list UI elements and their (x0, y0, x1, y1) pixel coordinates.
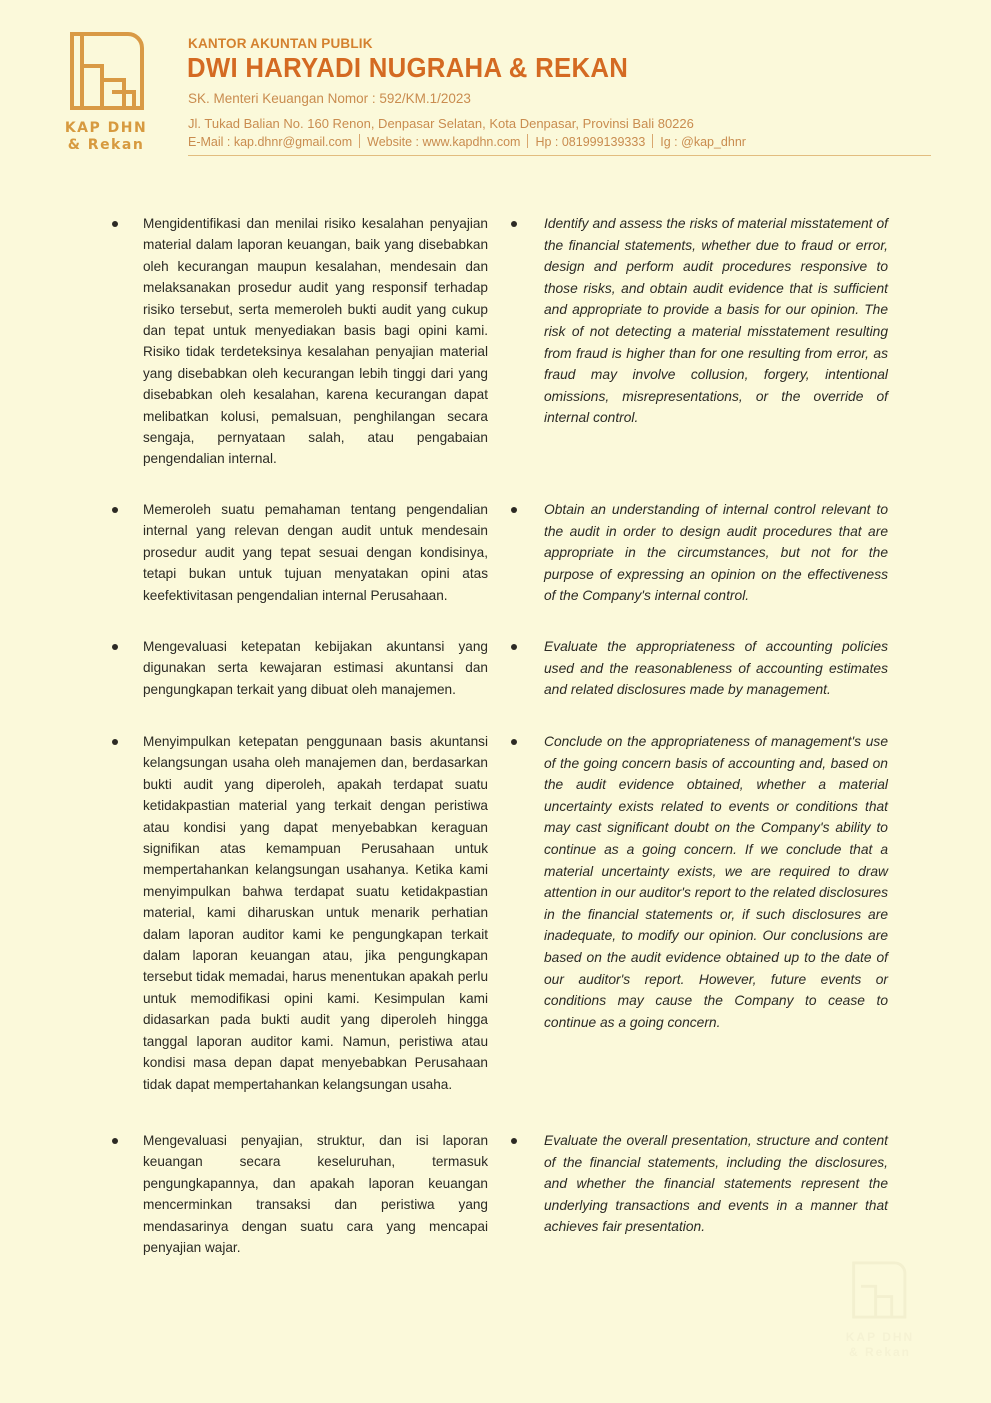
paragraph-english: Identify and assess the risks of material misstatement of the financial statements, whether due to fraud or error, design and perform audit procedures responsive to those risks, and obtain audit evidence that is sufficient and appropriate to provide a basis for our opinion. The risk of not detecting a material misstatement resulting from fraud is higher than for one resulting from error, as fraud may involve collusion, forgery, intentional omissions, misrepresentations, or the override of internal control. (544, 216, 888, 426)
paragraph-indonesian: Memeroleh suatu pemahaman tentang pengendalian internal yang relevan dengan audit untuk mendesain prosedur audit yang tepat sesuai dengan kondisinya, tetapi bukan untuk tujuan menyatakan opini atas keefektivitasan pengendalian internal Perusahaan. (143, 502, 488, 603)
bullet-icon (112, 221, 118, 227)
logo-text-line2: & Rekan (67, 137, 145, 153)
paragraph-english: Conclude on the appropriateness of management's use of the going concern basis of accounting and, based on the audit evidence obtained, whether a material uncertainty exists related to events or conditions that may cast significant doubt on the Company's ability to continue as a going concern. If we conclude that a material uncertainty exists, we are required to draw attention in our auditor's report to the related disclosures in the financial statements or, if such disclosures are inadequate, to modify our opinion. Our conclusions are based on the audit evidence obtained up to the date of our auditor's report. However, future events or conditions may cause the Company to cease to continue as a going concern. (544, 734, 888, 1030)
bullet-icon (112, 739, 118, 745)
divider (652, 134, 653, 148)
paragraph-indonesian: Menyimpulkan ketepatan penggunaan basis akuntansi kelangsungan usaha oleh manajemen dan, berdasarkan bukti audit yang diperoleh, apakah terdapat suatu ketidakpastian material yang terkait dengan peristiwa atau kondisi yang dapat menyebabkan keraguan signifikan atas kemampuan Perusahaan untuk mempertahankan kelangsungan usahanya. Ketika kami menyimpulkan bahwa terdapat suatu ketidakpastian material, kami diharuskan untuk menarik perhatian dalam laporan auditor kami ke pengungkapan terkait dalam laporan keuangan atau, jika pengungkapan tersebut tidak memadai, harus menentukan apakah perlu untuk memodifikasi opini kami. Kesimpulan kami didasarkan pada bukti audit yang diperoleh hingga tanggal laporan auditor kami. Namun, peristiwa atau kondisi masa depan dapat menyebabkan Perusahaan tidak dapat mempertahankan kelangsungan usaha. (143, 734, 488, 1092)
watermark-text-line1: KAP DHN (845, 1330, 915, 1344)
paragraph-indonesian: Mengevaluasi penyajian, struktur, dan isi laporan keuangan secara keseluruhan, termasuk pengungkapannya, dan apakah laporan keuangan mencerminkan transaksi dan peristiwa yang mendasarinya dengan suatu cara yang mencapai penyajian wajar. (143, 1133, 488, 1256)
bullet-icon (511, 739, 517, 745)
paragraph-english: Evaluate the overall presentation, structure and content of the financial statements, including the disclosures, and whether the financial statements represent the underlying transactions and events in a manner that achieves fair presentation. (544, 1133, 888, 1235)
paragraph-english: Evaluate the appropriateness of accounting policies used and the reasonableness of accounting estimates and related disclosures made by management. (544, 639, 888, 698)
contact-line (188, 134, 746, 149)
firm-address: Jl. Tukad Balian No. 160 Renon, Denpasar Selatan, Kota Denpasar, Provinsi Bali 80226 (188, 116, 694, 131)
bullet-icon (511, 221, 517, 227)
divider (359, 134, 360, 148)
bullet-icon (511, 644, 517, 650)
bullet-icon (511, 507, 517, 513)
paragraph-english: Obtain an understanding of internal control relevant to the audit in order to design audit procedures that are appropriate in the circumstances, but not for the purpose of expressing an opinion on the effectiveness of the Company's internal control. (544, 502, 888, 604)
building-logo-icon (68, 30, 148, 112)
license-number: SK. Menteri Keuangan Nomor : 592/KM.1/2023 (188, 91, 471, 106)
phone-number: Hp : 081999139333 (535, 135, 646, 149)
bullet-icon (112, 1138, 118, 1144)
watermark-text-line2: & Rekan (848, 1345, 912, 1359)
instagram-handle: Ig : @kap_dhnr (660, 135, 746, 149)
logo-text (60, 120, 152, 154)
bullet-icon (112, 644, 118, 650)
building-watermark-icon (845, 1260, 915, 1320)
paragraph-indonesian: Mengidentifikasi dan menilai risiko kesalahan penyajian material dalam laporan keuangan, baik yang disebabkan oleh kecurangan maupun kesalahan, mendesain dan melaksanakan prosedur audit yang responsif terhadap risiko tersebut, serta memeroleh bukti audit yang cukup dan tepat untuk menyediakan basis bagi opini kami. Risiko tidak terdeteksinya kesalahan penyajian material yang disebabkan oleh kecurangan lebih tinggi dari yang disebabkan oleh kesalahan, karena kecurangan dapat melibatkan kolusi, pemalsuan, penghilangan secara sengaja, pernyataan salah, atau pengabaian pengendalian internal. (143, 216, 488, 467)
website-link[interactable]: Website : www.kapdhn.com (367, 135, 521, 149)
letterhead (0, 0, 991, 160)
watermark-logo (830, 1260, 930, 1370)
office-type: KANTOR AKUNTAN PUBLIK (188, 36, 373, 51)
divider (527, 134, 528, 148)
logo-text-line1: KAP DHN (64, 120, 148, 136)
bullet-icon (112, 507, 118, 513)
paragraph-indonesian: Mengevaluasi ketepatan kebijakan akuntansi yang digunakan serta kewajaran estimasi akuntansi dan pengungkapan terkait yang dibuat oleh manajemen. (143, 639, 488, 697)
watermark-text (830, 1330, 930, 1360)
firm-logo (60, 30, 160, 160)
bullet-icon (511, 1138, 517, 1144)
header-rule (188, 155, 931, 156)
firm-name: DWI HARYADI NUGRAHA & REKAN (187, 52, 629, 83)
email-link[interactable]: E-Mail : kap.dhnr@gmail.com (188, 135, 353, 149)
